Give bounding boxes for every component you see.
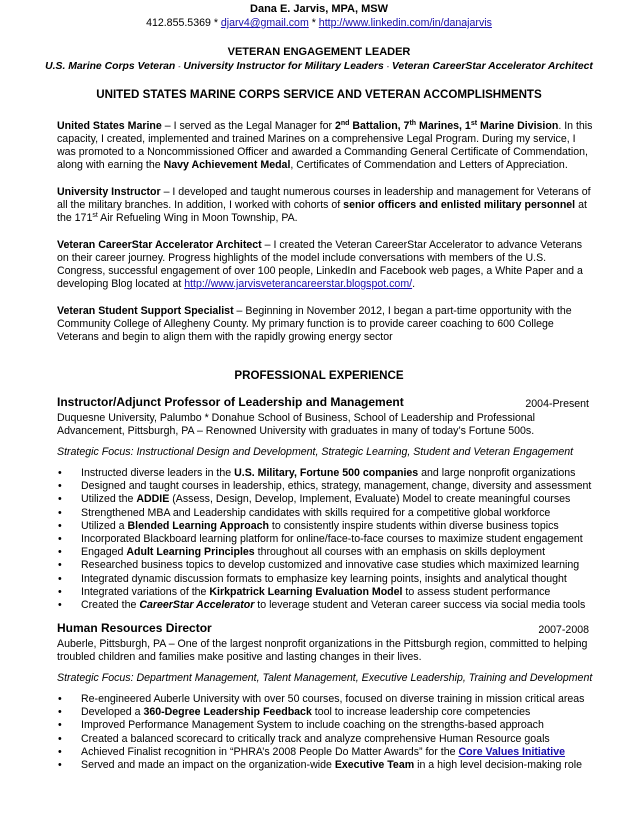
item-text: (Assess, Design, Develop, Implement, Evaluate) Model to create meaningful courses xyxy=(169,493,571,506)
subheadline-part: Veteran CareerStar Accelerator Architect xyxy=(391,61,593,72)
list-item xyxy=(81,467,575,480)
entry-text: – I served as the Legal Manager for xyxy=(161,120,335,132)
item-text: Utilized a xyxy=(81,519,128,532)
entry-text: senior officers and enlisted military personnel xyxy=(343,199,576,211)
contact-line xyxy=(0,17,638,30)
resume-name: Dana E. Jarvis, MPA, MSW xyxy=(250,3,388,15)
instructor-line-1 xyxy=(57,186,591,199)
job-focus: Strategic Focus: Department Management, Talent Management, Executive Leadership, Training and Development xyxy=(57,672,593,684)
bullet-icon: • xyxy=(58,599,62,611)
item-text: Integrated variations of the xyxy=(81,585,210,598)
list-item xyxy=(81,759,582,772)
phone-number: 412.855.5369 xyxy=(146,17,211,29)
list-item xyxy=(81,493,570,506)
bullet-icon: • xyxy=(58,506,62,519)
list-item xyxy=(81,719,544,732)
list-item xyxy=(81,533,583,546)
email-link[interactable]: djarv4@gmail.com xyxy=(220,17,309,29)
entry-text: along with earning the xyxy=(57,159,164,171)
list-item xyxy=(81,733,550,746)
bullet-icon: • xyxy=(58,467,62,479)
separator: * xyxy=(210,17,221,29)
bullet-icon: • xyxy=(58,745,62,758)
entry-text: Marines, 1 xyxy=(416,120,471,132)
entry-text: 2 xyxy=(334,120,341,132)
superscript: st xyxy=(92,212,98,219)
subheadline xyxy=(0,60,638,74)
careerstar-line-1 xyxy=(57,239,582,252)
item-text: Created a balanced scorecard to critically track and analyze comprehensive Human Resource goals xyxy=(81,732,550,745)
entry-text: . In this xyxy=(558,120,593,132)
list-item xyxy=(81,599,585,612)
bullet-icon: • xyxy=(58,732,62,745)
subheadline-separator: - xyxy=(386,64,389,71)
item-emphasis: 360-Degree Leadership Feedback xyxy=(143,706,312,719)
headline: VETERAN ENGAGEMENT LEADER xyxy=(227,46,411,58)
careerstar-line-3: Congress, successful engagement of over 100 people, LinkedIn and Facebook web pages, a White Paper and a xyxy=(57,265,583,277)
item-text: Achieved Finalist recognition in “PHRA’s 2008 People Do Matter Awards” for the xyxy=(81,745,459,758)
entry-text: Marine Division xyxy=(477,120,559,132)
separator: * xyxy=(308,17,319,29)
item-text: Integrated dynamic discussion formats to emphasize key learning points, insights and analytical thought xyxy=(81,572,567,585)
job-dates: 2007-2008 xyxy=(538,624,589,636)
entry-text: Battalion, 7 xyxy=(349,120,410,132)
list-item xyxy=(81,586,550,599)
entry-text: , Certificates of Commendation and Letters of Appreciation. xyxy=(290,159,568,171)
item-emphasis: Adult Learning Principles xyxy=(126,546,255,559)
marine-line-1 xyxy=(57,120,592,133)
item-text: and large nonprofit organizations xyxy=(418,467,576,479)
bullet-icon: • xyxy=(58,546,62,559)
entry-text: Navy Achievement Medal xyxy=(163,159,291,171)
bullet-icon: • xyxy=(58,493,62,506)
list-item xyxy=(81,693,584,706)
job-org-line-2: Advancement, Pittsburgh, PA – Renowned University with graduates in many of today’s Fortune 500s. xyxy=(57,425,535,437)
bullet-icon: • xyxy=(58,706,62,719)
blog-link[interactable]: http://www.jarvisveterancareerstar.blogspot.com/ xyxy=(184,278,413,290)
entry-text: – I developed and taught numerous courses in leadership and management for Veterans of xyxy=(160,186,591,198)
job-org-line-1: Duquesne University, Palumbo * Donahue School of Business, School of Leadership and Professional xyxy=(57,412,535,424)
entry-text: Air Refueling Wing in Moon Township, PA. xyxy=(97,212,298,224)
entry-text: . xyxy=(412,278,416,290)
list-item xyxy=(81,546,545,559)
bullet-icon: • xyxy=(58,585,62,598)
item-text: Utilized the xyxy=(81,493,137,506)
entry-text: the 171 xyxy=(57,212,93,224)
item-text: Re-engineered Auberle University with over 50 courses, focused on diverse training in mission critical areas xyxy=(81,693,585,705)
entry-label: University Instructor xyxy=(57,186,161,198)
experience-heading: PROFESSIONAL EXPERIENCE xyxy=(234,369,404,382)
item-text: Strengthened MBA and Leadership candidates with skills required for a competitive global workforce xyxy=(81,506,551,519)
item-text: Engaged xyxy=(81,546,127,559)
careerstar-line-4 xyxy=(57,278,415,291)
item-text: in a high level decision-making role xyxy=(414,759,582,771)
list-item xyxy=(81,746,565,759)
item-text: tool to increase leadership core competencies xyxy=(311,706,531,719)
list-item xyxy=(81,507,550,520)
list-item xyxy=(81,706,530,719)
item-emphasis: Executive Team xyxy=(334,759,415,771)
support-line-1 xyxy=(57,305,572,318)
entry-text: developing Blog located at xyxy=(57,278,185,290)
linkedin-link[interactable]: http://www.linkedin.com/in/danajarvis xyxy=(318,17,492,29)
list-item xyxy=(81,480,591,493)
entry-text: all the military branches. In addition, I worked with cohorts of xyxy=(57,199,344,211)
job-dates: 2004-Present xyxy=(525,398,589,410)
superscript: th xyxy=(409,120,417,127)
list-item xyxy=(81,520,559,533)
job-org-line-2: troubled children and families make positive and lasting changes in their lives. xyxy=(57,651,422,663)
job-org-line-1: Auberle, Pittsburgh, PA – One of the largest nonprofit organizations in the Pittsburgh region, committed to helping xyxy=(57,638,588,650)
item-text: Created the xyxy=(81,599,140,611)
marine-line-2: capacity, I created, implemented and trained Marines on a comprehensive Legal Program. During my service, I xyxy=(57,133,576,145)
support-line-2: Community College of Allegheny County. My primary function is to provide career coaching to 600 College xyxy=(57,318,554,330)
item-text: throughout all courses with an emphasis on skills deployment xyxy=(254,546,546,559)
careerstar-line-2: on their career journey. Progress highlights of the model include conversations with members of the U.S. xyxy=(57,252,547,264)
list-item xyxy=(81,573,567,586)
item-text: to consistently inspire students within diverse business topics xyxy=(268,519,559,532)
instructor-line-2 xyxy=(57,199,587,212)
subheadline-part: U.S. Marine Corps Veteran xyxy=(45,61,176,72)
bullet-icon: • xyxy=(58,559,62,572)
item-emphasis: Kirkpatrick Learning Evaluation Model xyxy=(209,585,403,598)
bullet-icon: • xyxy=(58,759,62,771)
bullet-icon: • xyxy=(58,519,62,532)
job-focus: Strategic Focus: Instructional Design and Development, Strategic Learning, Student and Veteran Engagement xyxy=(57,446,574,458)
item-emphasis: U.S. Military, Fortune 500 companies xyxy=(234,467,419,479)
marine-line-4 xyxy=(57,159,568,172)
job-title: Instructor/Adjunct Professor of Leadership and Management xyxy=(57,395,404,409)
item-text: Researched business topics to develop customized and innovative case studies which maximized learning xyxy=(81,559,580,572)
bullet-icon: • xyxy=(58,533,62,545)
entry-label: Veteran Student Support Specialist xyxy=(57,305,234,317)
item-emphasis[interactable]: Core Values Initiative xyxy=(458,745,566,758)
job-title: Human Resources Director xyxy=(57,621,212,635)
superscript: nd xyxy=(340,120,350,127)
item-text: Improved Performance Management System to include coaching on the strengths-based approach xyxy=(81,719,544,732)
item-text: Served and made an impact on the organization-wide xyxy=(81,759,335,771)
accomplishments-heading: UNITED STATES MARINE CORPS SERVICE AND VETERAN ACCOMPLISHMENTS xyxy=(96,88,542,101)
list-item xyxy=(81,559,579,572)
item-text: to leverage student and Veteran career success via social media tools xyxy=(254,599,586,611)
entry-label: United States Marine xyxy=(57,120,162,132)
bullet-icon: • xyxy=(58,572,62,585)
entry-text: – Beginning in November 2012, I began a part-time opportunity with the xyxy=(233,305,572,317)
marine-line-3: was promoted to a Noncommissioned Officer and awarded a Commanding General Certificate of Commendation, xyxy=(57,146,588,158)
item-text: Instructed diverse leaders in the xyxy=(81,467,235,479)
item-text: Developed a xyxy=(81,706,144,719)
bullet-icon: • xyxy=(58,693,62,705)
item-text: Incorporated Blackboard learning platform for online/face-to-face courses to maximize student engagement xyxy=(81,533,583,545)
support-line-3: Veterans and begin to align them with the rapidly growing energy sector xyxy=(57,331,393,343)
item-text: to assess student performance xyxy=(402,585,551,598)
subheadline-part: University Instructor for Military Leaders xyxy=(183,61,384,72)
item-emphasis: ADDIE xyxy=(136,493,170,506)
bullet-icon: • xyxy=(58,719,62,732)
entry-label: Veteran CareerStar Accelerator Architect xyxy=(57,239,262,251)
item-emphasis: CareerStar Accelerator xyxy=(139,599,255,611)
item-text: Designed and taught courses in leadership, ethics, strategy, management, change, diversity and assessment xyxy=(81,480,592,493)
entry-text: at xyxy=(575,199,587,211)
instructor-line-3 xyxy=(57,212,298,225)
subheadline-separator: - xyxy=(178,64,181,71)
bullet-icon: • xyxy=(58,480,62,493)
item-emphasis: Blended Learning Approach xyxy=(127,519,269,532)
entry-text: – I created the Veteran CareerStar Accelerator to advance Veterans xyxy=(261,239,583,251)
superscript: st xyxy=(470,120,478,127)
